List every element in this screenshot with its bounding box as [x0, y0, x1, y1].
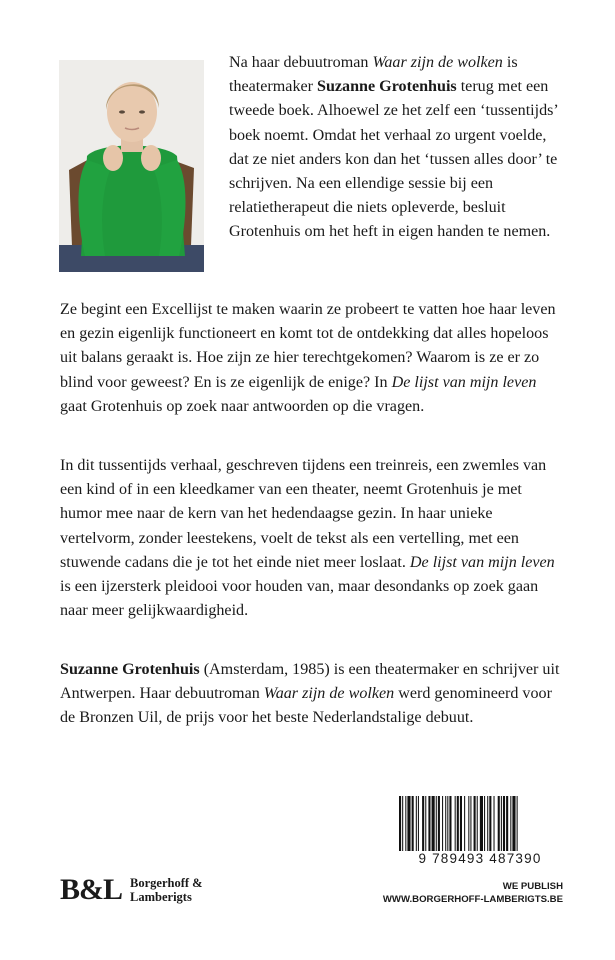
barcode-bar: [425, 796, 426, 854]
barcode-bar: [517, 796, 518, 854]
author-photo: [59, 60, 204, 272]
barcode-bar: [470, 796, 471, 854]
barcode-bar: [447, 796, 448, 854]
barcode-bar: [489, 796, 491, 854]
barcode-bar: [402, 796, 403, 854]
publisher-logo-name: [130, 876, 203, 904]
barcode-bar: [442, 796, 443, 854]
publisher-name-line2: Lamberigts: [130, 890, 192, 904]
synopsis-text-1: Ze begint een Excellijst te maken waarin ze probeert te vatten hoe haar leven en gezin eigenlijk functioneert en komt tot de ontdekking dat alles hopeloos uit balans geraakt is. Hoe zijn ze hier terechtgekomen? Waarom is ze er zo blind voor geweest? En is ze eigenlijk de enige? In: [60, 301, 556, 391]
barcode-bar: [449, 796, 451, 854]
barcode-bar: [436, 796, 437, 854]
description-text-2: is een ijzersterk pleidooi voor houden van, maar desondanks op zoek gaan naar meer gelijkwaardigheid.: [60, 578, 539, 620]
barcode-bar: [422, 796, 424, 854]
bio-text-1: (Amsterdam, 1985) is een theatermaker en schrijver uit Antwerpen. Haar debuutroman: [60, 661, 560, 703]
barcode-bar: [428, 796, 430, 854]
publisher-website: WWW.BORGERHOFF-LAMBERIGTS.BE: [382, 893, 563, 905]
barcode-bar: [418, 796, 419, 854]
debut-title: Waar zijn de wolken: [372, 54, 503, 71]
barcode-bar: [455, 796, 456, 854]
barcode-bar: [510, 796, 511, 854]
barcode-bar: [494, 796, 495, 854]
barcode-bar: [412, 796, 414, 854]
intro-text-1: Na haar debuutroman: [229, 54, 373, 71]
synopsis-text-2: gaat Grotenhuis op zoek naar antwoorden op die vragen.: [60, 397, 425, 415]
publisher-name-line1: Borgerhoff &: [130, 876, 203, 890]
book-title: De lijst van mijn leven: [391, 373, 537, 391]
barcode-bar: [405, 796, 406, 854]
barcode-bar: [464, 796, 465, 854]
description-text-1: In dit tussentijds verhaal, geschreven tijdens een treinreis, een zwemles van een kind of in een kleedkamer van een theater, neemt Grotenhuis je met humor mee naar de kern van het hedendaagse gezin. In haar unieke vertelvorm, zonder leestekens, voelt de tekst als een vertelling, met een stuwende cadans die je tot het einde niet meer loslaat.: [60, 457, 547, 571]
barcode-bar: [399, 796, 401, 854]
barcode-bars: [393, 796, 563, 854]
barcode-bar: [506, 796, 508, 854]
book-title: De lijst van mijn leven: [409, 553, 555, 571]
barcode-bar: [477, 796, 478, 854]
barcode-bar: [484, 796, 485, 854]
barcode-bar: [468, 796, 469, 854]
barcode-bar: [503, 796, 505, 854]
publisher-logo: [60, 872, 203, 908]
publisher-logo-mark: B&L: [60, 873, 123, 906]
synopsis-paragraph: [60, 298, 565, 419]
barcode-bar: [474, 796, 476, 854]
author-name: Suzanne Grotenhuis: [317, 78, 457, 96]
author-bio-paragraph: [60, 658, 565, 731]
barcode-bar: [498, 796, 500, 854]
intro-text-3: terug met een tweede boek. Alhoewel ze het zelf een ‘tussentijds’ boek noemt. Omdat het verhaal zo urgent voelde, dat ze niet anders kon dan het ‘tussen alles door’ te schrijven. Na een ellendige sessie bij een relatietherapeut die niets opleverde, besluit Grotenhuis om het heft in eigen handen te nemen.: [229, 78, 558, 241]
isbn-number: 9 789493 487390: [391, 851, 569, 866]
barcode-bar: [501, 796, 502, 854]
intro-paragraph: [229, 51, 564, 245]
publisher-info: [383, 881, 563, 906]
barcode-bar: [407, 796, 410, 854]
barcode-bar: [460, 796, 462, 854]
barcode-bar: [457, 796, 459, 854]
barcode-bar: [445, 796, 446, 854]
barcode-bar: [487, 796, 488, 854]
intro-text-2: is theatermaker: [229, 54, 518, 96]
debut-title: Waar zijn de wolken: [263, 685, 395, 703]
barcode-bar: [512, 796, 515, 854]
author-name: Suzanne Grotenhuis: [60, 661, 200, 678]
barcode-bar: [432, 796, 435, 854]
barcode-bar: [438, 796, 440, 854]
description-paragraph: [60, 454, 565, 623]
bio-text-2: werd genomineerd voor de Bronzen Uil, de prijs voor het beste Nederlandstalige debuut.: [60, 685, 552, 727]
barcode-bar: [480, 796, 483, 854]
barcode-bar: [416, 796, 417, 854]
publisher-tagline: WE PUBLISH: [502, 881, 563, 892]
